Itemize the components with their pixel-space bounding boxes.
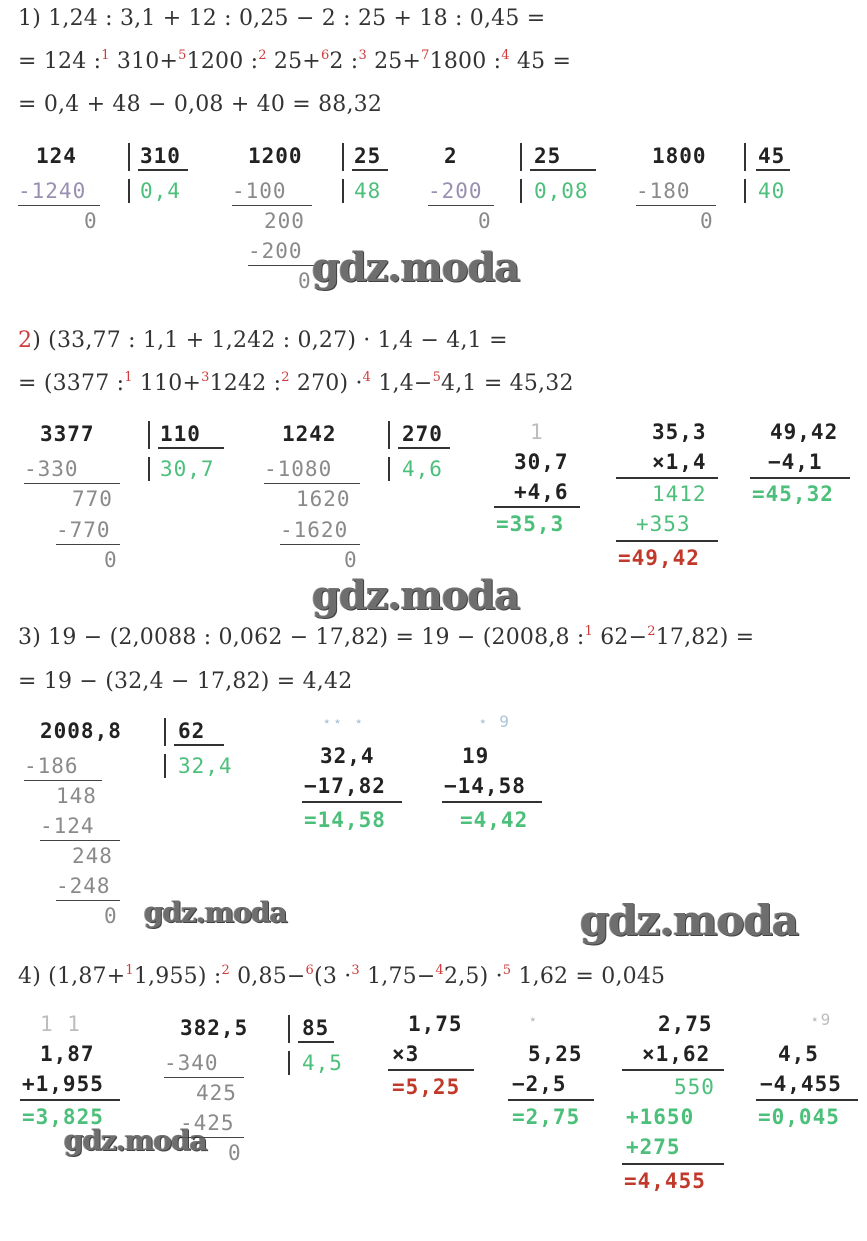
t1-div2-mid: 200 bbox=[264, 209, 305, 233]
t2-sub-result: =45,32 bbox=[752, 482, 834, 506]
t4-div-dividend: 382,5 bbox=[180, 1016, 249, 1040]
t4-sub2-b: −4,455 bbox=[760, 1072, 842, 1096]
t1-div1-rule bbox=[18, 205, 100, 206]
task2-line1 bbox=[18, 328, 508, 353]
t1-div4-bar2 bbox=[744, 179, 746, 203]
task1-line2-step-number: 4 bbox=[501, 48, 510, 63]
t2-div2-divisor-line bbox=[398, 447, 450, 449]
t2-sub-rule bbox=[750, 477, 850, 479]
task1-expression: 1,24 : 3,1 + 12 : 0,25 − 2 : 25 + 18 : 0,45 = bbox=[48, 6, 546, 31]
task4-line-step-number: 6 bbox=[305, 963, 315, 978]
t3-sub2-b: −14,58 bbox=[444, 774, 526, 798]
t3-div-rule2 bbox=[40, 840, 120, 841]
t2-div1-dividend: 3377 bbox=[40, 422, 95, 446]
task3-expression-b: 62− bbox=[593, 625, 648, 650]
t2-add-rule bbox=[494, 506, 580, 508]
t2-div2-quotient: 4,6 bbox=[402, 457, 443, 481]
t1-div1-divisor-line bbox=[138, 169, 188, 171]
t4-div-m: 425 bbox=[196, 1081, 237, 1105]
t1-div3-rule bbox=[428, 205, 494, 206]
t4-mul1-a: 1,75 bbox=[408, 1012, 463, 1036]
t4-div-s1: -340 bbox=[164, 1051, 219, 1075]
t4-mul2-b: ×1,62 bbox=[642, 1042, 711, 1066]
task1-line2-step-number: 1 bbox=[101, 48, 110, 63]
t4-add-rule bbox=[20, 1099, 120, 1101]
task1-line2-segment: = 124 : bbox=[18, 49, 102, 74]
t4-sub2-a: 4,5 bbox=[778, 1042, 819, 1066]
t4-mul2-p1: 550 bbox=[674, 1075, 715, 1099]
t3-div-s2: -124 bbox=[40, 814, 95, 838]
t2-add-a: 30,7 bbox=[514, 450, 569, 474]
t3-sub2-result: =4,42 bbox=[460, 808, 529, 832]
task4-line-step-number: 5 bbox=[502, 963, 512, 978]
t1-div2-divisor-line bbox=[352, 169, 388, 171]
task3-expression-a: 3) 19 − (2,0088 : 0,062 − 17,82) = 19 − (2008,8 : bbox=[18, 625, 585, 650]
task4-line-segment: 1,955) : bbox=[133, 964, 222, 989]
t1-div2-bar bbox=[342, 143, 344, 171]
task2-line2-segment: 1242 : bbox=[209, 371, 282, 396]
t4-sub2-rule bbox=[756, 1099, 858, 1101]
t2-div1-quotient: 30,7 bbox=[160, 457, 215, 481]
t3-div-rule3 bbox=[56, 900, 120, 901]
t1-div1-rem: 0 bbox=[84, 209, 98, 233]
watermark-4: gdz.moda bbox=[580, 896, 799, 945]
task4-line-segment: 1,75− bbox=[359, 964, 436, 989]
t1-div3-quotient: 0,08 bbox=[534, 179, 589, 203]
t2-mul-rule2 bbox=[616, 540, 718, 542]
t3-div-quotient: 32,4 bbox=[178, 754, 233, 778]
t2-mul-p2: +353 bbox=[636, 512, 691, 536]
task4-line-segment: (3 · bbox=[314, 964, 352, 989]
t2-div1-rule1 bbox=[24, 483, 120, 484]
t3-sub1-rule bbox=[302, 801, 402, 803]
t2-mul-rule1 bbox=[616, 477, 718, 479]
t1-div3-dividend: 2 bbox=[444, 144, 458, 168]
t4-div-divisor: 85 bbox=[302, 1016, 330, 1040]
task3-expression-c: 17,82) = bbox=[655, 625, 755, 650]
t3-div-s3: -248 bbox=[56, 874, 111, 898]
t4-mul2-rule1 bbox=[622, 1069, 724, 1071]
t4-sub1-rule bbox=[508, 1099, 594, 1101]
t2-div2-rule1 bbox=[264, 483, 360, 484]
t1-div1-dividend: 124 bbox=[36, 144, 77, 168]
t1-div1-divisor: 310 bbox=[140, 144, 181, 168]
t1-div2-quotient: 48 bbox=[354, 179, 382, 203]
task1-line2-step-number: 3 bbox=[358, 48, 367, 63]
task1-line2-segment: 1200 : bbox=[186, 49, 259, 74]
task3-step1: 1 bbox=[584, 624, 593, 639]
t3-sub1-b: −17,82 bbox=[304, 774, 386, 798]
t4-div-s2: -425 bbox=[180, 1111, 235, 1135]
t1-div3-divisor: 25 bbox=[534, 144, 562, 168]
t4-add-a: 1,87 bbox=[40, 1042, 95, 1066]
task4-line-segment: 2,5) · bbox=[444, 964, 503, 989]
t4-sub1-marks: ⋆ bbox=[528, 1010, 539, 1029]
t4-sub2-result: =0,045 bbox=[758, 1105, 840, 1129]
t2-div2-bar bbox=[388, 421, 390, 449]
watermark-3: gdz.moda bbox=[144, 896, 287, 929]
t4-mul2-result: =4,455 bbox=[624, 1169, 706, 1193]
t2-div2-rule2 bbox=[280, 544, 360, 545]
t4-add-result: =3,825 bbox=[22, 1105, 104, 1129]
t3-sub2-rule bbox=[442, 801, 542, 803]
task2-line2-step-number: 1 bbox=[124, 370, 133, 385]
task2-line2-step-number: 4 bbox=[362, 370, 372, 385]
t3-div-rem: 0 bbox=[104, 904, 118, 928]
task3-line2: = 19 − (32,4 − 17,82) = 4,42 bbox=[18, 669, 353, 694]
task1-line2-step-number: 6 bbox=[320, 48, 330, 63]
task1-line2-step-number: 5 bbox=[178, 48, 187, 63]
t2-mul-a: 35,3 bbox=[652, 420, 707, 444]
t1-div2-rem: 0 bbox=[298, 269, 312, 293]
t1-div2-rule1 bbox=[232, 205, 312, 206]
t1-div2-dividend: 1200 bbox=[248, 144, 303, 168]
t2-div2-sub1: -1080 bbox=[264, 457, 333, 481]
t4-div-bar bbox=[288, 1015, 290, 1043]
t1-div3-sub: -200 bbox=[428, 179, 483, 203]
t2-div1-rule2 bbox=[56, 544, 120, 545]
t1-div2-sub2: -200 bbox=[248, 239, 303, 263]
task1-line1 bbox=[18, 6, 545, 31]
t3-div-dividend: 2008,8 bbox=[40, 719, 122, 743]
task1-line2-step-number: 2 bbox=[258, 48, 267, 63]
t3-div-bar bbox=[164, 718, 166, 746]
t2-div2-mid: 1620 bbox=[296, 487, 351, 511]
task1-line2-segment: 1800 : bbox=[429, 49, 502, 74]
t2-div1-bar bbox=[148, 421, 150, 449]
t1-div2-sub1: -100 bbox=[232, 179, 287, 203]
t2-div2-divisor: 270 bbox=[402, 422, 443, 446]
task2-line2-segment: 270) · bbox=[289, 371, 363, 396]
t2-div1-mid: 770 bbox=[72, 487, 113, 511]
task2-expression: ) (33,77 : 1,1 + 1,242 : 0,27) · 1,4 − 4,1 = bbox=[32, 328, 508, 353]
task4-line-step-number: 2 bbox=[221, 963, 230, 978]
t1-div3-divisor-line bbox=[530, 169, 596, 171]
t1-div4-rule bbox=[636, 205, 716, 206]
t2-div2-sub2: -1620 bbox=[280, 518, 349, 542]
task4-line-step-number: 1 bbox=[125, 963, 134, 978]
task2-number: 2 bbox=[18, 328, 33, 353]
t1-div4-divisor-line bbox=[756, 169, 790, 171]
t1-div2-rule2 bbox=[248, 265, 314, 266]
t2-mul-p1: 1412 bbox=[652, 482, 707, 506]
t4-mul1-rule bbox=[388, 1069, 474, 1071]
task1-line2-segment: 45 = bbox=[509, 49, 572, 74]
task1-line2 bbox=[18, 49, 571, 74]
t1-div4-sub: -180 bbox=[636, 179, 691, 203]
task1-line2-segment: 310+ bbox=[109, 49, 179, 74]
t2-sub-b: −4,1 bbox=[768, 450, 823, 474]
t3-div-m2: 248 bbox=[72, 844, 113, 868]
t2-add-b: +4,6 bbox=[514, 480, 569, 504]
t2-div1-bar2 bbox=[148, 457, 150, 481]
t4-sub2-marks: ⋆9 bbox=[810, 1010, 832, 1029]
t2-add-carry: 1 bbox=[530, 420, 544, 444]
task1-line2-segment: 25+ bbox=[366, 49, 422, 74]
task1-line2-segment: 2 : bbox=[329, 49, 359, 74]
t1-div4-divisor: 45 bbox=[758, 144, 786, 168]
t2-sub-a: 49,42 bbox=[770, 420, 839, 444]
t1-div3-bar2 bbox=[520, 179, 522, 203]
t3-sub1-a: 32,4 bbox=[320, 744, 375, 768]
t1-div2-bar2 bbox=[342, 179, 344, 203]
task4-line-segment: 0,85− bbox=[229, 964, 306, 989]
task2-line2-step-number: 3 bbox=[201, 370, 210, 385]
t1-div3-bar bbox=[520, 143, 522, 171]
task2-line2-segment: = (3377 : bbox=[18, 371, 125, 396]
task4-line bbox=[18, 964, 665, 989]
task2-line2-segment: 1,4− bbox=[371, 371, 433, 396]
t3-div-s1: -186 bbox=[24, 754, 79, 778]
t4-sub1-result: =2,75 bbox=[512, 1105, 581, 1129]
t1-div1-bar2 bbox=[128, 179, 130, 203]
task1-line2-step-number: 7 bbox=[421, 48, 430, 63]
task1-line2-segment: 25+ bbox=[266, 49, 321, 74]
t2-mul-result: =49,42 bbox=[618, 546, 700, 570]
t4-div-rule1 bbox=[164, 1077, 244, 1078]
t4-sub1-b: −2,5 bbox=[512, 1072, 567, 1096]
t4-mul2-rule2 bbox=[622, 1163, 724, 1165]
t3-div-divisor-line bbox=[174, 744, 224, 746]
t4-mul2-a: 2,75 bbox=[658, 1012, 713, 1036]
watermark-5: gdz.moda bbox=[64, 1124, 207, 1157]
t1-div2-divisor: 25 bbox=[354, 144, 382, 168]
t1-div4-bar bbox=[744, 143, 746, 171]
t2-div1-divisor-line bbox=[158, 447, 224, 449]
task4-line-segment: 1,62 = 0,045 bbox=[511, 964, 666, 989]
t4-add-carry: 1 1 bbox=[40, 1012, 81, 1036]
task2-line2-segment: 110+ bbox=[132, 371, 202, 396]
t4-mul1-result: =5,25 bbox=[392, 1075, 461, 1099]
t2-div2-bar2 bbox=[388, 457, 390, 481]
task4-line-segment: 4) (1,87+ bbox=[18, 964, 126, 989]
t4-div-divisor-line bbox=[298, 1041, 334, 1043]
watermark-1: gdz.moda bbox=[312, 244, 520, 291]
t2-div1-divisor: 110 bbox=[160, 422, 201, 446]
task1-line3: = 0,4 + 48 − 0,08 + 40 = 88,32 bbox=[18, 92, 383, 117]
task1-number: 1) bbox=[18, 6, 41, 31]
task2-line2-segment: 4,1 = 45,32 bbox=[441, 371, 574, 396]
t2-div1-sub1: -330 bbox=[24, 457, 79, 481]
t1-div4-dividend: 1800 bbox=[652, 144, 707, 168]
task4-line-step-number: 4 bbox=[435, 963, 444, 978]
t2-add-result: =35,3 bbox=[496, 512, 565, 536]
task4-line-step-number: 3 bbox=[351, 963, 360, 978]
t4-div-rem: 0 bbox=[228, 1141, 242, 1165]
t1-div1-quotient: 0,4 bbox=[140, 179, 181, 203]
t3-div-bar2 bbox=[164, 754, 166, 778]
t4-sub1-a: 5,25 bbox=[528, 1042, 583, 1066]
t4-div-quotient: 4,5 bbox=[302, 1051, 343, 1075]
t4-div-bar2 bbox=[288, 1051, 290, 1075]
t4-mul2-p3: +275 bbox=[626, 1135, 681, 1159]
t3-sub1-marks: ⋆⋆ ⋆ bbox=[322, 712, 365, 731]
t4-mul1-b: ×3 bbox=[392, 1042, 420, 1066]
task2-line2 bbox=[18, 371, 574, 396]
t1-div4-rem: 0 bbox=[700, 209, 714, 233]
t2-div2-rem: 0 bbox=[344, 548, 358, 572]
t2-div1-sub2: -770 bbox=[56, 518, 111, 542]
watermark-2: gdz.moda bbox=[312, 572, 520, 619]
t3-div-divisor: 62 bbox=[178, 719, 206, 743]
t3-div-rule1 bbox=[24, 780, 102, 781]
t3-div-m1: 148 bbox=[56, 784, 97, 808]
task2-line2-step-number: 2 bbox=[281, 370, 290, 385]
task2-line2-step-number: 5 bbox=[432, 370, 442, 385]
t1-div1-sub: -1240 bbox=[18, 179, 87, 203]
task3-step2: 2 bbox=[647, 624, 656, 639]
t1-div4-quotient: 40 bbox=[758, 179, 786, 203]
t1-div3-rem: 0 bbox=[478, 209, 492, 233]
task3-line1 bbox=[18, 625, 754, 650]
t3-sub2-marks: ⋆ 9 bbox=[478, 712, 510, 731]
t4-add-b: +1,955 bbox=[22, 1072, 104, 1096]
t2-div2-dividend: 1242 bbox=[282, 422, 337, 446]
t4-mul2-p2: +1650 bbox=[626, 1105, 695, 1129]
t3-sub2-a: 19 bbox=[462, 744, 490, 768]
t2-mul-b: ×1,4 bbox=[652, 450, 707, 474]
t1-div1-bar bbox=[128, 143, 130, 171]
t3-sub1-result: =14,58 bbox=[304, 808, 386, 832]
t2-div1-rem: 0 bbox=[104, 548, 118, 572]
